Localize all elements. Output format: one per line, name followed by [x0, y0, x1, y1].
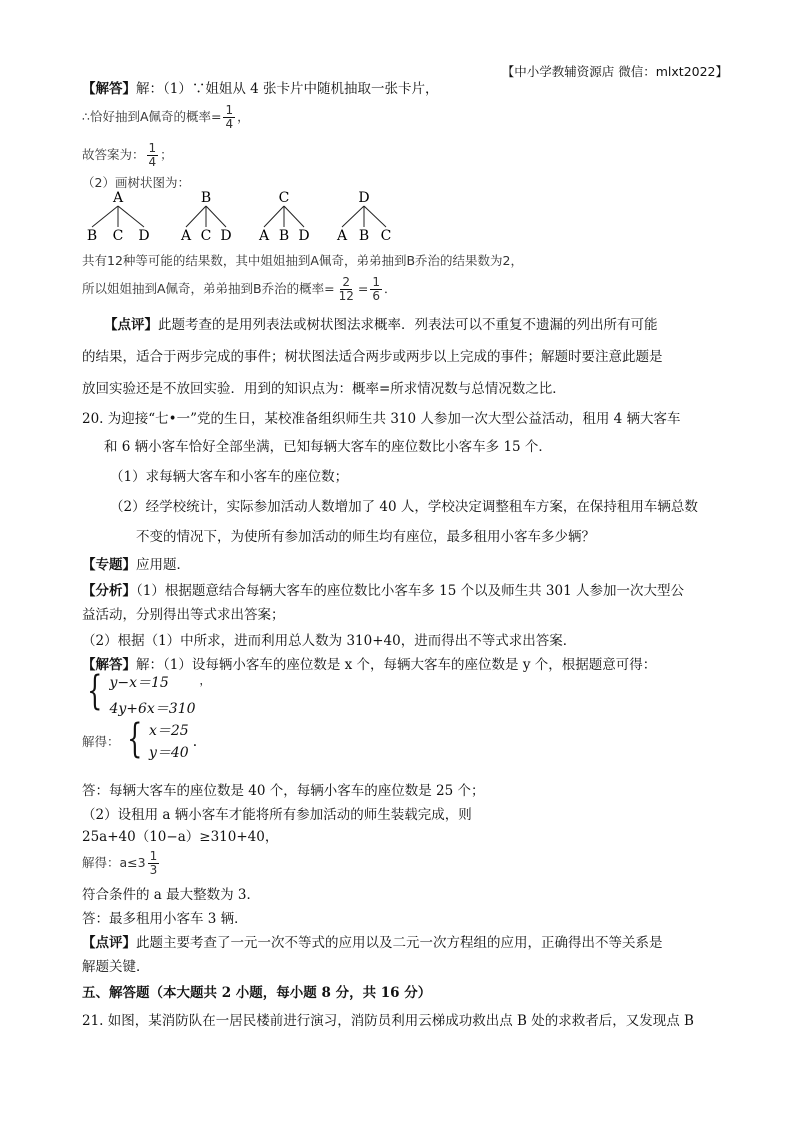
tree-branch: [118, 206, 144, 227]
comment-label: 【点评】: [104, 317, 158, 333]
answer-intro: 解：（1）∵姐姐从 4 张卡片中随机抽取一张卡片，: [136, 81, 439, 97]
topic-label: 【专题】: [82, 557, 136, 573]
conclusion-suffix: ；: [160, 147, 173, 162]
q20-comment-1: [82, 934, 663, 952]
q20-stem-1: 20. 为迎接“七•一”党的生日，某校准备组织师生共 310 人参加一次大型公益活动，租用 4 辆大客车: [82, 411, 681, 427]
tree-leaf-node: D: [298, 228, 310, 244]
comment-label: 【点评】: [82, 935, 136, 951]
tree-branch: [264, 206, 284, 227]
final-fraction-1: [337, 276, 356, 303]
tree-branch: [342, 206, 364, 227]
q20-stem-2: 和 6 辆小客车恰好全部坐满，已知每辆大客车的座位数比小客车多 15 个．: [104, 439, 552, 455]
solve2-fraction: [148, 850, 160, 877]
tree-diagram: [78, 188, 398, 250]
q19-answer-line: [82, 80, 439, 98]
q20-topic: [82, 556, 190, 574]
prob-a-suffix: ，: [237, 109, 250, 124]
q20-solve2: [82, 850, 161, 877]
tree-root-node: D: [358, 190, 370, 206]
analysis-text: （1）根据题意结合每辆大客车的座位数比小客车多 15 个以及师生共 301 人参加一次大型公: [136, 583, 684, 599]
q20-sub-2b: 不变的情况下，为使所有参加活动的师生均有座位，最多租用小客车多少辆？: [136, 529, 595, 545]
comment-text: 此题主要考查了一元一次不等式的应用以及二元一次方程组的应用，正确得出不等关系是: [136, 935, 663, 951]
conclusion-fraction: [147, 142, 159, 169]
tree-branch: [364, 206, 386, 227]
part2-intro: （2）画树状图为：: [82, 175, 190, 190]
tree-leaf-node: B: [86, 228, 98, 244]
tree-leaf-node: D: [220, 228, 232, 244]
tree-root-node: C: [278, 190, 290, 206]
q19-comment-1: [104, 316, 658, 334]
conclusion-prefix: 故答案为：: [82, 147, 145, 162]
q19-comment-2: 的结果，适合于两步完成的事件；树状图法适合两步或两步以上完成的事件；解题时要注意此题是: [82, 349, 663, 365]
tree-branch: [92, 206, 118, 227]
fraction-numerator: 1: [372, 275, 381, 289]
solution-1: x＝25: [148, 723, 189, 739]
q20-sub-1: （1）求每辆大客车和小客车的座位数；: [110, 469, 349, 485]
q20-inequality: 25a+40（10−a）≥310+40，: [82, 829, 279, 845]
fraction-denominator: 4: [148, 155, 157, 169]
final-prob-line: [82, 276, 397, 303]
q20-analysis-2: （2）根据（1）中所求，进而利用总人数为 310+40，进而得出不等式求出答案．: [82, 633, 577, 649]
solution-lines: [149, 720, 189, 762]
q20-ans-2: （2）设租用 a 辆小客车才能将所有参加活动的师生装载完成，则: [82, 807, 472, 823]
tree-root-node: A: [112, 190, 124, 206]
comment-text: 此题考查的是用列表法或树状图法求概率．列表法可以不重复不遗漏的列出所有可能: [158, 317, 658, 333]
q20-comment-2: 解题关键．: [82, 959, 150, 975]
q20-final: 答：最多租用小客车 3 辆．: [82, 911, 248, 927]
q20-sub-2a: （2）经学校统计，实际参加活动人数增加了 40 人，学校决定调整租车方案，在保持租用车辆总数: [110, 499, 698, 515]
tree-root-node: B: [200, 190, 212, 206]
final-prefix: 所以姐姐抽到A佩奇，弟弟抽到B乔治的概率=: [82, 281, 335, 296]
solution-2: y＝40: [148, 745, 189, 761]
q20-analysis-1: [82, 582, 684, 600]
answer-label: 【解答】: [82, 657, 136, 673]
equation-2: 4y+6x＝310: [109, 701, 196, 717]
tree-leaf-node: C: [380, 228, 392, 244]
equation-separator: ，: [199, 674, 211, 687]
final-fraction-2: [370, 276, 382, 303]
tree-leaf-node: A: [336, 228, 348, 244]
topic-text: 应用题．: [136, 557, 190, 573]
tree-leaf-node: C: [112, 228, 124, 244]
brace-icon: {: [87, 668, 103, 714]
equation-system: [82, 668, 211, 718]
tree-branch: [206, 206, 226, 227]
result-count-line: 共有12种等可能的结果数，其中姐姐抽到A佩奇，弟弟抽到B乔治的结果数为2，: [82, 253, 523, 268]
answer-label: 【解答】: [82, 81, 136, 97]
q20-analysis-1b: 益活动，分别得出等式求出答案；: [82, 607, 285, 623]
fraction-numerator: 1: [148, 141, 157, 155]
fraction-numerator: 1: [225, 103, 234, 117]
fraction-denominator: 6: [372, 289, 381, 303]
tree-branch: [284, 206, 304, 227]
analysis-label: 【分析】: [82, 583, 136, 599]
tree-leaf-node: C: [200, 228, 212, 244]
equals-sign: =: [357, 281, 369, 296]
solve2-prefix: 解得：a≤3: [82, 855, 146, 870]
solution-end: ．: [192, 734, 207, 750]
tree-leaf-node: B: [358, 228, 370, 244]
answer-text: 解：（1）设每辆小客车的座位数是 x 个，每辆大客车的座位数是 y 个，根据题意可得：: [136, 657, 657, 673]
section5-heading: 五、解答题（本大题共 2 小题，每小题 8 分，共 16 分）: [82, 985, 432, 1001]
q19-comment-3: 放回实验还是不放回实验．用到的知识点为：概率=所求情况数与总情况数之比．: [82, 381, 566, 397]
final-suffix: ．: [384, 281, 397, 296]
q20-max-int: 符合条件的 a 最大整数为 3．: [82, 887, 261, 903]
tree-leaf-node: B: [278, 228, 290, 244]
fraction-denominator: 4: [225, 117, 234, 131]
equation-1: y−x＝15: [109, 675, 169, 691]
q20-ans-1: 答：每辆大客车的座位数是 40 个，每辆小客车的座位数是 25 个；: [82, 783, 485, 799]
q19-prob-a-line: [82, 104, 250, 131]
prob-a-fraction: [223, 104, 235, 131]
header-tag: 【中小学教辅资源店 微信：mlxt2022】: [501, 64, 728, 79]
solve-label: 解得：: [82, 734, 120, 749]
fraction-numerator: 2: [342, 275, 351, 289]
fraction-denominator: 12: [338, 289, 354, 303]
fraction-numerator: 1: [149, 849, 158, 863]
brace-icon: {: [126, 716, 142, 762]
tree-leaf-node: A: [258, 228, 270, 244]
fraction-denominator: 3: [149, 863, 158, 877]
q19-conclusion-line: [82, 142, 173, 169]
solution-system: [82, 716, 207, 762]
tree-branch: [186, 206, 206, 227]
prob-a-prefix: ∴恰好抽到A佩奇的概率=: [82, 109, 222, 124]
q21-stem: 21. 如图，某消防队在一居民楼前进行演习，消防员利用云梯成功救出点 B 处的求救者后，又发现点 B: [82, 1013, 694, 1029]
tree-leaf-node: A: [180, 228, 192, 244]
equation-lines: [109, 672, 195, 718]
tree-leaf-node: D: [138, 228, 150, 244]
